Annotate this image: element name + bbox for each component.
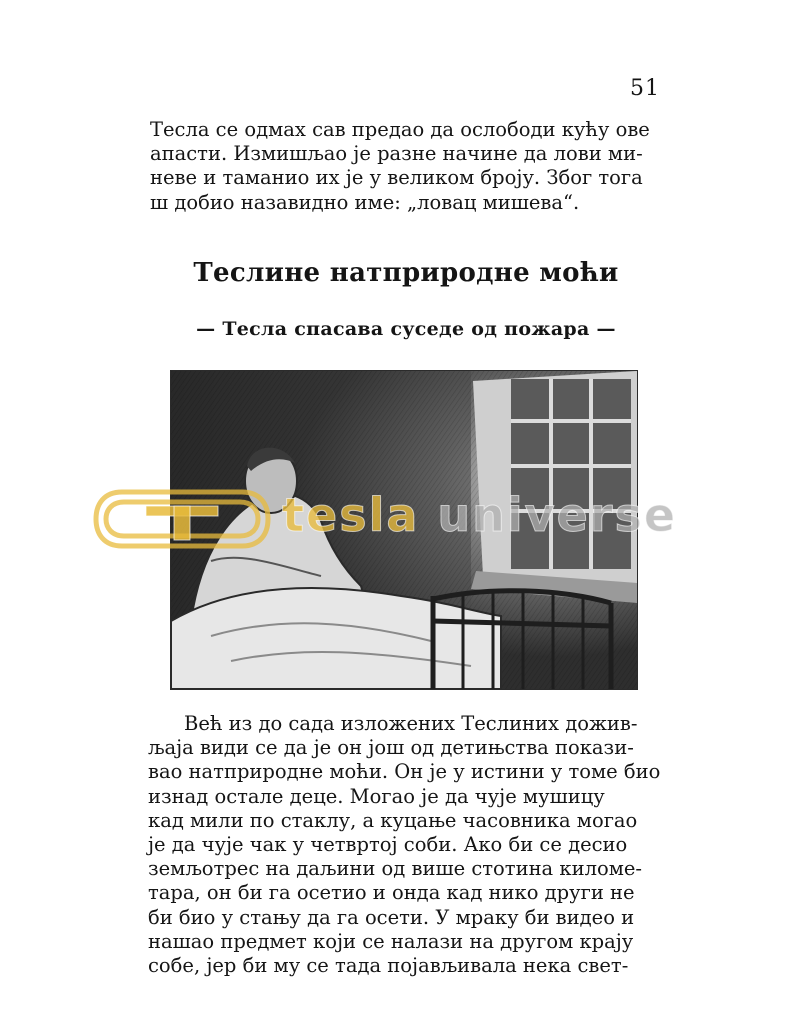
paragraph-line: би био у стању да га осети. У мраку би видео и (148, 905, 635, 929)
paragraph-line: неве и таманио их је у великом броју. Због тога (150, 166, 643, 190)
intro-paragraph (150, 118, 660, 215)
paragraph-line: нашао предмет који се налази на другом крају (148, 929, 634, 953)
paragraph-line: љаја види се да је он још од детињства покази- (148, 736, 634, 760)
paragraph-line: Тесла се одмах сав предао да ослободи кућу ове (150, 118, 650, 141)
paragraph-line: вао натприродне моћи. Он је у истини у томе био (148, 760, 661, 784)
watermark-word-tesla: tesla (282, 488, 420, 542)
body-paragraph (148, 712, 661, 978)
section-title: Теслине натприродне моћи (193, 258, 619, 288)
watermark-text (282, 488, 677, 542)
paragraph-line: ш добио назавидно име: „ловац мишева“. (150, 190, 580, 214)
paragraph-line: земљотрес на даљини од више стотина киломе- (148, 857, 642, 881)
paragraph-line: собе, јер би му се тада појављивала нека свет- (148, 953, 629, 977)
section-subtitle: — Тесла спасава суседе од пожара — (196, 318, 616, 340)
paragraph-line: тара, он би га осетио и онда кад нико други не (148, 881, 635, 905)
tesla-universe-logo-icon (92, 484, 272, 554)
tesla-universe-watermark (92, 484, 712, 554)
watermark-word-universe: universe (437, 488, 678, 542)
paragraph-line: је да чује чак у четвртој соби. Ако би се десио (148, 832, 628, 856)
paragraph-line: апасти. Измишљао је разне начине да лови ми- (150, 142, 643, 166)
paragraph-line: Већ из до сада изложених Теслиних дожив- (184, 712, 638, 735)
paragraph-line: изнад остале деце. Могао је да чује мушицу (148, 784, 605, 808)
page-number: 51 (630, 76, 660, 101)
paragraph-line: кад мили по стаклу, а куцање часовника могао (148, 808, 638, 832)
